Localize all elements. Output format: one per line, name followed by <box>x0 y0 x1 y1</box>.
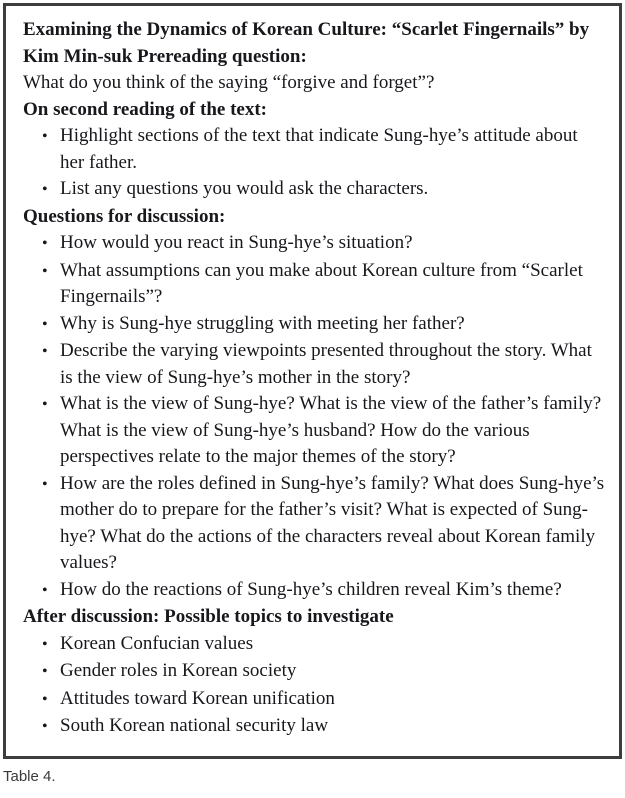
list-item-text: Korean Confucian values <box>60 632 254 654</box>
list-item-text: How do the reactions of Sung-hye’s children reveal Kim’s theme? <box>60 578 562 600</box>
list-item <box>23 577 606 605</box>
bullet-icon: • <box>42 635 48 653</box>
list-item <box>23 713 606 741</box>
list-item-text: What assumptions can you make about Korean culture from “Scarlet Fingernails”? <box>60 259 583 307</box>
bullet-icon: • <box>42 181 48 198</box>
list-item <box>23 230 606 258</box>
list-item-text: Attitudes toward Korean unification <box>60 687 335 709</box>
after-discussion-heading: After discussion: Possible topics to investigate <box>23 606 394 627</box>
bullet-icon: • <box>42 343 48 360</box>
prereading-question-text: What do you think of the saying “forgive and forget”? <box>23 72 435 93</box>
second-reading-heading: On second reading of the text: <box>23 98 267 120</box>
list-item <box>23 311 606 339</box>
bullet-icon: • <box>42 690 48 708</box>
list-item <box>23 391 606 471</box>
list-item-text: How would you react in Sung-hye’s situation? <box>60 232 413 253</box>
table-box <box>3 3 622 759</box>
list-item-text: Why is Sung-hye struggling with meeting her father? <box>60 312 465 334</box>
table-4-figure <box>0 3 625 785</box>
list-item-text: List any questions you would ask the characters. <box>60 178 429 199</box>
second-reading-list <box>23 123 606 204</box>
bullet-icon: • <box>42 128 48 145</box>
table-caption: Table 4. <box>3 768 56 785</box>
bullet-icon: • <box>42 315 48 333</box>
list-item-text: South Korean national security law <box>60 715 329 736</box>
table-title-heading: Examining the Dynamics of Korean Culture: “Scarlet Fingernails” by Kim Min-suk Prereading question: <box>23 19 590 67</box>
bullet-icon: • <box>42 718 48 735</box>
list-item-text: Describe the varying viewpoints presented throughout the story. What is the view of Sung-hye’s mother in the story? <box>60 340 592 388</box>
list-item <box>23 123 606 176</box>
bullet-icon: • <box>42 581 48 599</box>
list-item-text: How are the roles defined in Sung-hye’s family? What does Sung-hye’s mother do to prepare for the father’s visit? What is expected of Sung-hye? What do the actions of the characters reveal about Korean family values? <box>60 472 605 573</box>
list-item <box>23 631 606 659</box>
list-item-text: What is the view of Sung-hye? What is the view of the father’s family? What is the view of Sung-hye’s husband? How do the various perspectives relate to the major themes of the story? <box>60 393 602 467</box>
list-item <box>23 176 606 204</box>
discussion-list <box>23 230 606 604</box>
discussion-heading: Questions for discussion: <box>23 205 226 227</box>
list-item <box>23 338 606 391</box>
list-item <box>23 658 606 686</box>
bullet-icon: • <box>42 396 48 413</box>
bullet-icon: • <box>42 262 48 280</box>
bullet-icon: • <box>42 235 48 252</box>
list-item <box>23 686 606 714</box>
bullet-icon: • <box>42 663 48 680</box>
bullet-icon: • <box>42 475 48 493</box>
list-item <box>23 258 606 311</box>
list-item-text: Gender roles in Korean society <box>60 660 297 681</box>
list-item-text: Highlight sections of the text that indicate Sung-hye’s attitude about her father. <box>60 125 578 173</box>
after-discussion-list <box>23 631 606 741</box>
list-item <box>23 471 606 577</box>
